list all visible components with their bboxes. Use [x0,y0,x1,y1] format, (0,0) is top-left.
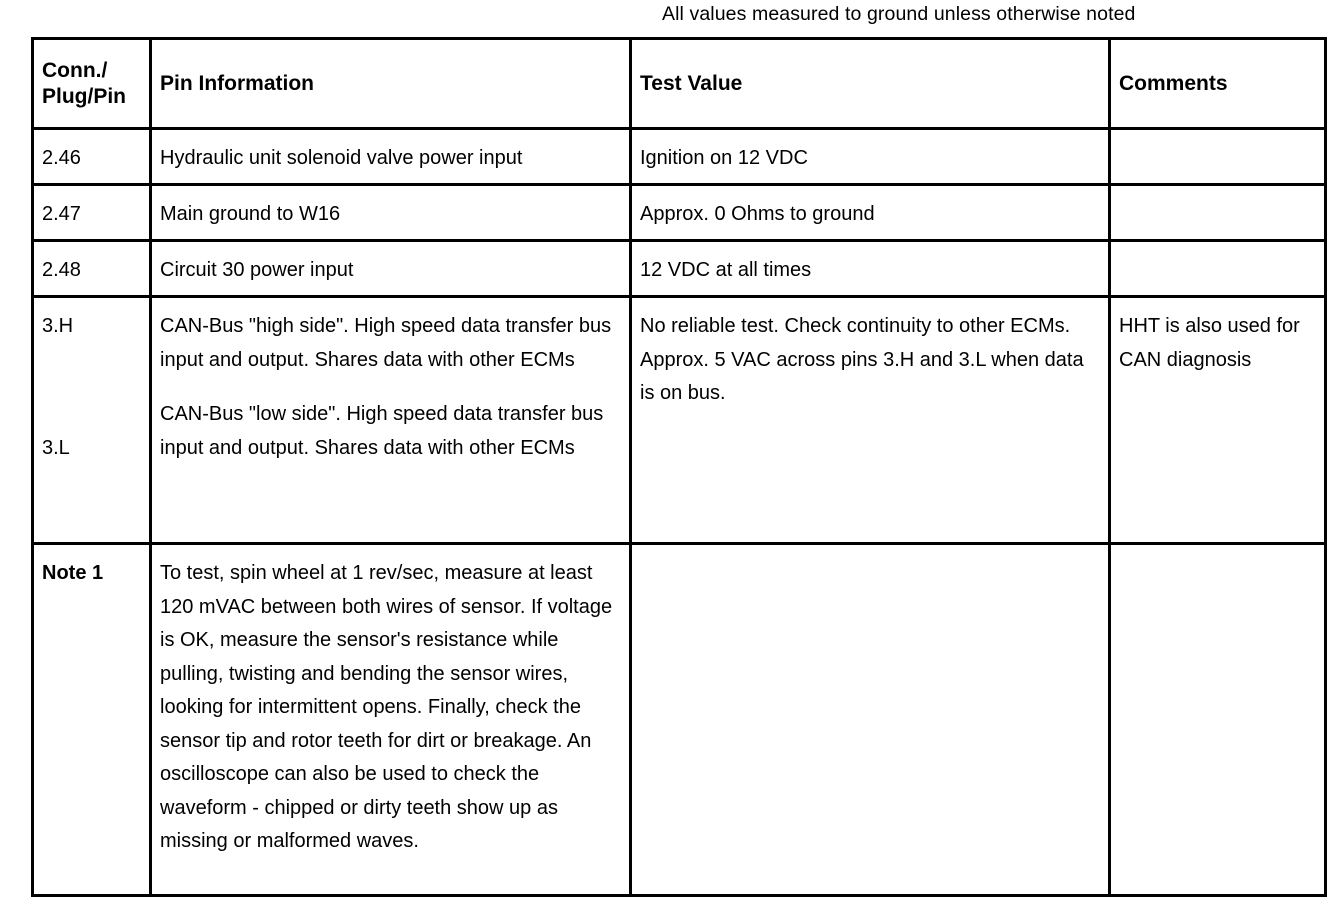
pin-cell [33,297,151,544]
test-value-cell: No reliable test. Check continuity to other ECMs. Approx. 5 VAC across pins 3.H and 3.L when data is on bus. [631,297,1110,544]
pin-cell: 2.48 [33,241,151,297]
column-header-conn: Conn./ Plug/Pin [33,39,151,129]
pin-label-low: 3.L [42,436,70,459]
measurement-note: All values measured to ground unless otherwise noted [662,3,1136,25]
pin-cell: 2.46 [33,129,151,185]
pin-cell: Note 1 [33,544,151,896]
table-row [33,241,1326,297]
pin-info-cell [151,297,631,544]
table-row [33,544,1326,896]
pin-info-low: CAN-Bus "low side". High speed data transfer bus input and output. Shares data with other ECMs [160,403,604,459]
pin-label-high: 3.H [42,315,74,337]
comments-cell: HHT is also used for CAN diagnosis [1110,297,1326,544]
test-value-cell: Approx. 0 Ohms to ground [631,185,1110,241]
pin-info-cell: Main ground to W16 [151,185,631,241]
pin-table [31,37,1327,897]
table-row [33,297,1326,544]
table-row [33,185,1326,241]
column-header-test-value: Test Value [631,39,1110,129]
table-row [33,129,1326,185]
comments-cell [1110,241,1326,297]
comments-cell [1110,129,1326,185]
comments-cell [1110,544,1326,896]
test-value-cell: 12 VDC at all times [631,241,1110,297]
pin-info-cell: Hydraulic unit solenoid valve power input [151,129,631,185]
column-header-comments: Comments [1110,39,1326,129]
test-value-cell [631,544,1110,896]
comments-cell [1110,185,1326,241]
pin-info-cell: Circuit 30 power input [151,241,631,297]
pin-info-high: CAN-Bus "high side". High speed data transfer bus input and output. Shares data with other ECMs [160,315,612,371]
pin-cell: 2.47 [33,185,151,241]
pin-info-cell: To test, spin wheel at 1 rev/sec, measure at least 120 mVAC between both wires of sensor. If voltage is OK, measure the sensor's resistance while pulling, twisting and bending the sensor wires, looking for intermittent opens. Finally, check the sensor tip and rotor teeth for dirt or breakage. An oscilloscope can also be used to check the waveform - chipped or dirty teeth show up as missing or malformed waves. [151,544,631,896]
test-value-cell: Ignition on 12 VDC [631,129,1110,185]
column-header-pin-info: Pin Information [151,39,631,129]
table-header-row [33,39,1326,129]
